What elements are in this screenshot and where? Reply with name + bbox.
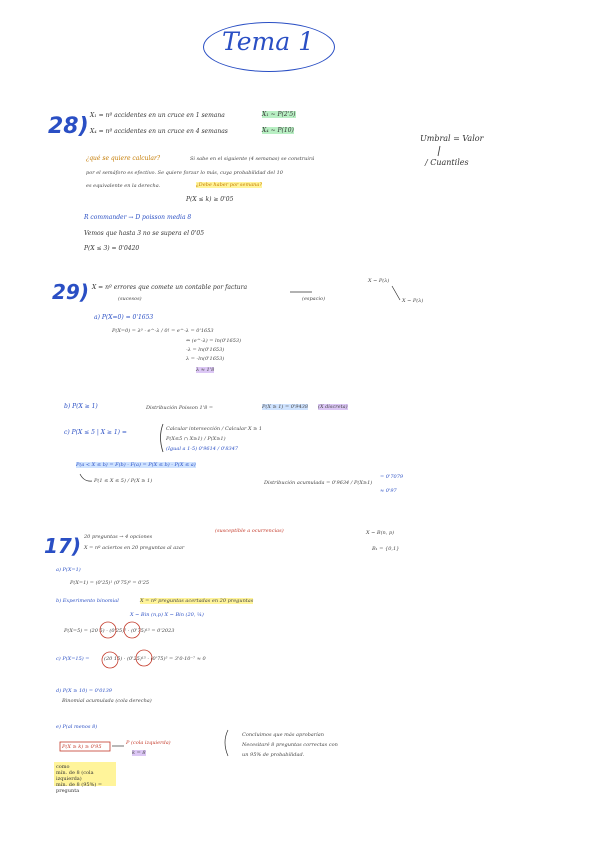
ex17-e-right2: Necesitaré 8 preguntas correctas con bbox=[242, 742, 338, 748]
ex17-b-tag: X = nº preguntas acertadas en 20 preguntas bbox=[140, 598, 254, 604]
ex17-c-equation: (20 15) · (0'25)¹⁵ · (0'75)⁵ = 3'0·10⁻⁷ ≈ 0 bbox=[104, 656, 206, 662]
exercise-29-number: 29) bbox=[52, 280, 89, 304]
ex29-dist-2: X ~ P(λ) bbox=[402, 298, 424, 304]
ex17-a-label: a) P(X=1) bbox=[56, 567, 81, 573]
ex17-line1: 20 preguntas → 4 opciones bbox=[84, 534, 153, 540]
ex29-c-label: c) P(X ≤ 5 | X ≥ 1) = bbox=[64, 429, 127, 436]
ex29-a-line5: λ = -ln(0'1653) bbox=[186, 356, 225, 362]
ex28-line2-tag: X₄ ~ P(10) bbox=[262, 127, 294, 134]
ex29-ratio-result2: ≈ 0'97 bbox=[380, 488, 397, 494]
ex17-b-label: b) Experimento binomial bbox=[56, 598, 119, 604]
ex29-ratio-result1: = 0'7079 bbox=[380, 474, 404, 480]
ex29-a-line4: -λ = ln(0'1653) bbox=[186, 347, 225, 353]
ex17-e-right1: Concluimos que más aprobarían bbox=[242, 732, 324, 738]
arrow-icon bbox=[438, 146, 440, 156]
ex17-dist: X ~ B(n, p) bbox=[366, 530, 395, 536]
ex17-dist2: B₁ = {0,1} bbox=[372, 546, 400, 552]
box-mark-icon bbox=[60, 742, 110, 751]
summary-note-line1: como bbox=[56, 764, 70, 770]
ex17-b-dist: X ~ Bin (n,p) X ~ Bin (20, ¼) bbox=[130, 612, 204, 618]
ex28-result-value: P(X ≤ 3) = 0'0420 bbox=[84, 245, 140, 252]
ex29-a-line3: ⇔ (e^-λ) = ln(0'1653) bbox=[186, 338, 242, 344]
ex29-c-part3: (Igual a 1-5) 0'9614 / 0'8347 bbox=[166, 446, 239, 452]
ex29-sub-sucesos: (sucesos) bbox=[118, 296, 142, 302]
circle-mark-icon bbox=[100, 622, 116, 638]
ex28-question-line3: es equivalente en la derecha. bbox=[86, 183, 161, 189]
ex29-ratio: P(1 ≤ X ≤ 5) / P(X ≥ 1) bbox=[94, 478, 153, 484]
ex28-question: ¿qué se quiere calcular? bbox=[86, 155, 161, 162]
ex17-d-label: d) P(X ≥ 10) = 0'0139 bbox=[56, 688, 112, 694]
ex28-question-rest: Si sabe en el siguiente (4 semanas) se construirá bbox=[190, 156, 315, 162]
ex29-c-part2: P(X≤5 ∩ X≥1) / P(X≥1) bbox=[166, 436, 226, 442]
ex29-b-text: Distribución Poisson 1'8 = bbox=[146, 405, 214, 411]
circle-mark-icon bbox=[102, 652, 118, 668]
ex28-question-tag: ¿Debe haber por semana? bbox=[196, 182, 263, 188]
ex28-r-commander: R commander → D poisson media 8 bbox=[84, 214, 192, 221]
ex17-a-line: P(X=1) = (0'25)¹ (0'75)⁰ = 0'25 bbox=[70, 580, 150, 586]
arrow-icon bbox=[80, 474, 92, 481]
ex17-e-mid: P (cola izquierda) bbox=[126, 740, 171, 746]
summary-note-line3: mín. de 8 (95%) = pregunta bbox=[56, 782, 103, 794]
page-title: Tema 1 bbox=[222, 27, 314, 56]
side-note-1: Umbral = Valor bbox=[420, 134, 484, 143]
ex28-question-line2: por el semáforo es efectivo. Se quiere forzar lo más, cuya probabilidad del 10 bbox=[86, 170, 283, 176]
ex29-a-result: λ ≈ 1'8 bbox=[196, 367, 215, 373]
ex29-b-label: b) P(X ≥ 1) bbox=[64, 403, 98, 410]
ex28-equation: P(X ≤ k) ≥ 0'05 bbox=[186, 196, 234, 203]
ex29-sub-espacio: (espacio) bbox=[302, 296, 326, 302]
circle-mark-icon bbox=[124, 622, 140, 638]
ex17-e-right3: un 95% de probabilidad. bbox=[242, 752, 305, 758]
ex28-result-text: Vemos que hasta 3 no se supera el 0'05 bbox=[84, 230, 205, 237]
side-note-2: / Cuantiles bbox=[425, 158, 469, 167]
ex29-a-line2: P(X=0) = λ⁰ · e^-λ / 0! = e^-λ = 0'1653 bbox=[112, 328, 214, 334]
ex17-line2: X = nº aciertos en 20 preguntas al azar bbox=[84, 545, 185, 551]
ex17-b-equation: P(X=5) = (20 5) · (0'25)⁵ · (0'75)¹⁵ = 0'2023 bbox=[64, 628, 175, 634]
ex29-definition: X = nº errores que comete un contable por factura bbox=[92, 284, 248, 291]
arrow-icon bbox=[392, 286, 400, 300]
ex29-c-part1: Calcular intersección / Calcular X ≥ 1 bbox=[166, 426, 263, 432]
ex29-b-tag: (X discreta) bbox=[318, 404, 348, 410]
ex28-line2: X₄ = nº accidentes en un cruce en 4 semanas bbox=[90, 128, 228, 135]
ex28-line1: X₁ = nº accidentes en un cruce en 1 semana bbox=[90, 112, 225, 119]
ex28-line1-tag: X₁ ~ P(2'5) bbox=[262, 111, 296, 118]
circle-mark-icon bbox=[136, 650, 152, 666]
ex17-c-label: c) P(X=15) = bbox=[56, 656, 90, 662]
ex17-e-box: P(X ≥ k) ≥ 0'95 bbox=[62, 744, 102, 750]
exercise-28-number: 28) bbox=[48, 114, 89, 139]
ex17-e-k: k = 8 bbox=[132, 750, 146, 756]
ex29-a-label: a) P(X=0) = 0'1653 bbox=[94, 314, 154, 321]
ex17-d-note: Binomial acumulada (cola derecha) bbox=[62, 698, 152, 704]
brace-icon bbox=[225, 730, 228, 756]
ex29-formula: P(a < X ≤ b) = F(b) - F(a) = P(X ≤ b) - P(X ≤ a) bbox=[76, 462, 196, 468]
brace-icon bbox=[161, 424, 164, 452]
ex17-tag: (susceptible a ocurrencias) bbox=[215, 528, 284, 534]
ex29-ratio-note: Distribución acumulada = 0'9634 / P(X≥1) bbox=[264, 480, 373, 486]
exercise-17-number: 17) bbox=[44, 534, 81, 558]
ex29-dist-1: X ~ P(λ) bbox=[368, 278, 390, 284]
summary-note-line2: mín. de 8 (cola izquierda) bbox=[56, 770, 94, 782]
ex29-b-result: P(X ≥ 1) = 0'9438 bbox=[262, 404, 309, 410]
ex17-e-label: e) P(al menos 8) bbox=[56, 724, 98, 730]
